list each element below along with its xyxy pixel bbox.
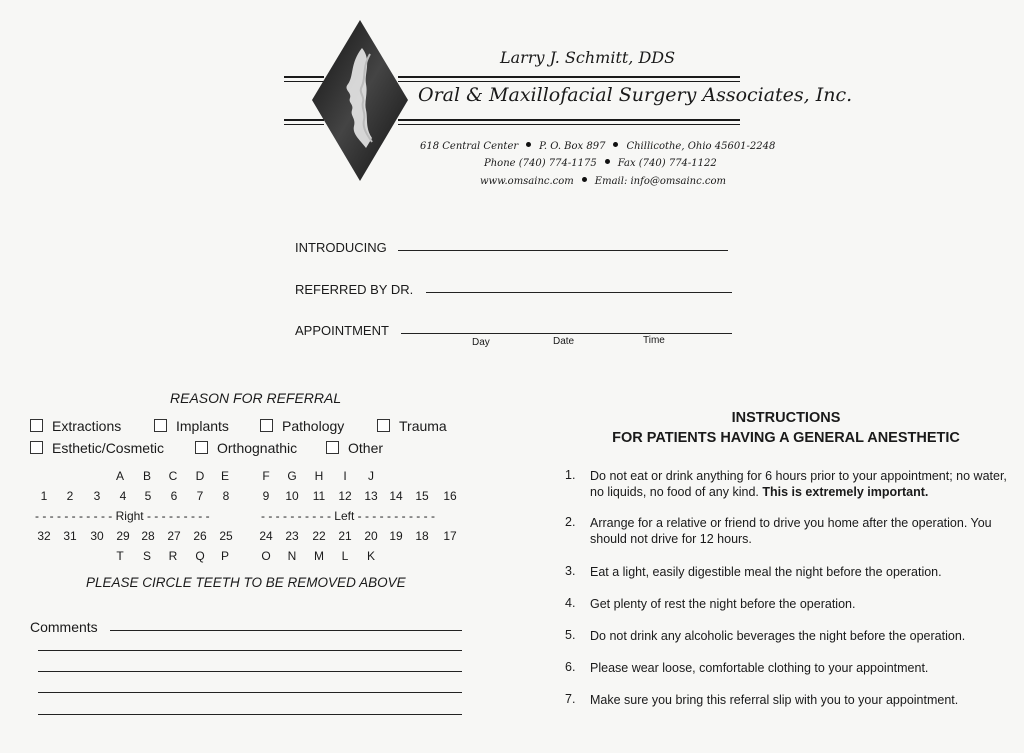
tooth-label[interactable]: F — [262, 469, 270, 483]
day-label: Day — [472, 337, 490, 348]
tooth-label[interactable]: B — [142, 469, 152, 483]
checkbox-trauma[interactable] — [377, 418, 447, 434]
tooth-label[interactable]: 23 — [285, 529, 299, 543]
tooth-label[interactable]: 21 — [338, 529, 352, 543]
bullet-icon — [613, 142, 618, 147]
tooth-label[interactable]: 1 — [40, 489, 48, 503]
checkbox-label: Esthetic/Cosmetic — [52, 440, 165, 456]
checkbox-icon[interactable] — [30, 441, 43, 454]
instruction-emphasis: This is extremely important. — [762, 485, 929, 499]
tooth-label[interactable]: 4 — [119, 489, 127, 503]
instruction-number: 4. — [565, 596, 576, 610]
instruction-number: 2. — [565, 515, 576, 529]
tooth-label[interactable]: D — [195, 469, 205, 483]
comments-line[interactable] — [38, 692, 462, 693]
checkbox-label: Extractions — [52, 418, 122, 434]
comments-line[interactable] — [110, 630, 462, 631]
tooth-label[interactable]: R — [168, 549, 178, 563]
tooth-label[interactable]: C — [168, 469, 178, 483]
checkbox-implants[interactable] — [154, 418, 229, 434]
tooth-label[interactable]: 14 — [389, 489, 403, 503]
comments-line[interactable] — [38, 714, 462, 715]
tooth-label[interactable]: P — [220, 549, 230, 563]
instruction-number: 6. — [565, 660, 576, 674]
tooth-label[interactable]: K — [366, 549, 376, 563]
tooth-label[interactable]: 28 — [141, 529, 155, 543]
date-label: Date — [553, 336, 575, 347]
tooth-label[interactable]: E — [220, 469, 230, 483]
phone: Phone (740) 774-1175 — [484, 158, 597, 169]
profile-faces-diamond-logo — [310, 18, 410, 183]
bullet-icon — [582, 177, 587, 182]
tooth-label[interactable]: M — [314, 549, 324, 563]
tooth-label[interactable]: 11 — [312, 489, 326, 503]
tooth-label[interactable]: 31 — [63, 529, 77, 543]
tooth-label[interactable]: 12 — [338, 489, 352, 503]
checkbox-icon[interactable] — [377, 419, 390, 432]
tooth-label[interactable]: N — [287, 549, 297, 563]
checkbox-other[interactable] — [326, 440, 383, 456]
instructions-title: INSTRUCTIONS — [731, 410, 841, 426]
tooth-label[interactable]: 16 — [443, 489, 457, 503]
tooth-label[interactable]: 18 — [415, 529, 429, 543]
circle-teeth-note: PLEASE CIRCLE TEETH TO BE REMOVED ABOVE — [86, 575, 406, 590]
checkbox-orthognathic[interactable] — [195, 440, 297, 456]
instruction-number: 3. — [565, 564, 576, 578]
instruction-number: 5. — [565, 628, 576, 642]
tooth-label[interactable]: 30 — [90, 529, 104, 543]
address-po-box: P. O. Box 897 — [539, 141, 606, 152]
appointment-label: APPOINTMENT — [295, 323, 389, 338]
address-street: 618 Central Center — [420, 141, 519, 152]
reason-title: REASON FOR REFERRAL — [170, 390, 342, 406]
tooth-label[interactable]: 2 — [66, 489, 74, 503]
tooth-label[interactable]: 24 — [259, 529, 273, 543]
comments-line[interactable] — [38, 650, 462, 651]
instruction-text: Do not drink any alcoholic beverages the night before the operation. — [590, 629, 966, 643]
address-city: Chillicothe, Ohio 45601-2248 — [626, 141, 776, 152]
checkbox-label: Other — [348, 440, 384, 456]
tooth-label[interactable]: A — [115, 469, 125, 483]
instruction-number: 7. — [565, 692, 576, 706]
introducing-field[interactable] — [398, 250, 728, 251]
instruction-text: Do not eat or drink anything for 6 hours prior to your appointment; no water, no liquids, no food of any kind. This is extremely important. — [590, 469, 1007, 499]
checkbox-label: Pathology — [282, 418, 345, 434]
referred-by-label: REFERRED BY DR. — [295, 282, 414, 297]
instruction-number: 1. — [565, 468, 576, 482]
checkbox-icon[interactable] — [260, 419, 273, 432]
checkbox-label: Orthognathic — [217, 440, 298, 456]
appointment-field[interactable] — [401, 333, 732, 334]
checkbox-label: Trauma — [399, 418, 447, 434]
tooth-label[interactable]: 27 — [167, 529, 181, 543]
tooth-label[interactable]: J — [368, 469, 374, 483]
email: Email: info@omsainc.com — [594, 176, 726, 187]
checkbox-icon[interactable] — [30, 419, 43, 432]
checkbox-icon[interactable] — [326, 441, 339, 454]
tooth-label[interactable]: Q — [195, 549, 205, 563]
checkbox-icon[interactable] — [154, 419, 167, 432]
web-line — [480, 176, 726, 187]
instruction-text: Make sure you bring this referral slip with you to your appointment. — [590, 693, 959, 707]
time-label: Time — [643, 335, 665, 346]
comments-label: Comments — [30, 619, 98, 635]
tooth-label[interactable]: L — [341, 549, 349, 563]
tooth-label[interactable]: O — [261, 549, 271, 563]
tooth-label[interactable]: 10 — [285, 489, 299, 503]
referred-by-field[interactable] — [426, 292, 732, 293]
tooth-label[interactable]: 3 — [93, 489, 101, 503]
instruction-text: Eat a light, easily digestible meal the night before the operation. — [590, 565, 942, 579]
tooth-label[interactable]: 6 — [170, 489, 178, 503]
tooth-label[interactable]: 8 — [222, 489, 230, 503]
instruction-text: Please wear loose, comfortable clothing to your appointment. — [590, 661, 929, 675]
checkbox-extractions[interactable] — [30, 418, 121, 434]
tooth-label[interactable]: 19 — [389, 529, 403, 543]
tooth-label[interactable]: T — [116, 549, 124, 563]
bullet-icon — [605, 159, 610, 164]
address-line — [420, 141, 775, 152]
bullet-icon — [526, 142, 531, 147]
tooth-label[interactable]: 15 — [415, 489, 429, 503]
comments-line[interactable] — [38, 671, 462, 672]
doctor-name: Larry J. Schmitt, DDS — [500, 48, 676, 67]
tooth-label[interactable]: 13 — [364, 489, 378, 503]
left-side-label: - - - - - - - - - - Left - - - - - - - - - - - — [261, 509, 435, 523]
phone-line — [484, 158, 717, 169]
tooth-label[interactable]: I — [343, 469, 347, 483]
tooth-label[interactable]: S — [142, 549, 152, 563]
checkbox-icon[interactable] — [195, 441, 208, 454]
instruction-text: Arrange for a relative or friend to drive you home after the operation. You should not drive for 12 hours. — [590, 516, 992, 546]
tooth-label[interactable]: 32 — [37, 529, 51, 543]
tooth-label[interactable]: 29 — [116, 529, 130, 543]
introducing-label: INTRODUCING — [295, 240, 387, 255]
tooth-label[interactable]: 26 — [193, 529, 207, 543]
company-name: Oral & Maxillofacial Surgery Associates, Inc. — [418, 84, 853, 106]
checkbox-label: Implants — [176, 418, 229, 434]
tooth-label[interactable]: 25 — [219, 529, 233, 543]
tooth-label[interactable]: H — [314, 469, 324, 483]
tooth-label[interactable]: 22 — [312, 529, 326, 543]
tooth-label[interactable]: 9 — [262, 489, 270, 503]
checkbox-esthetic[interactable] — [30, 440, 164, 456]
website: www.omsainc.com — [480, 176, 574, 187]
tooth-label[interactable]: G — [287, 469, 297, 483]
tooth-label[interactable]: 7 — [196, 489, 204, 503]
fax: Fax (740) 774-1122 — [617, 158, 717, 169]
instructions-subtitle: FOR PATIENTS HAVING A GENERAL ANESTHETIC — [612, 430, 960, 446]
checkbox-pathology[interactable] — [260, 418, 344, 434]
right-side-label: - - - - - - - - - - - Right - - - - - - - - - — [35, 509, 210, 523]
tooth-label[interactable]: 20 — [364, 529, 378, 543]
tooth-label[interactable]: 17 — [443, 529, 457, 543]
instruction-text: Get plenty of rest the night before the operation. — [590, 597, 856, 611]
tooth-label[interactable]: 5 — [144, 489, 152, 503]
